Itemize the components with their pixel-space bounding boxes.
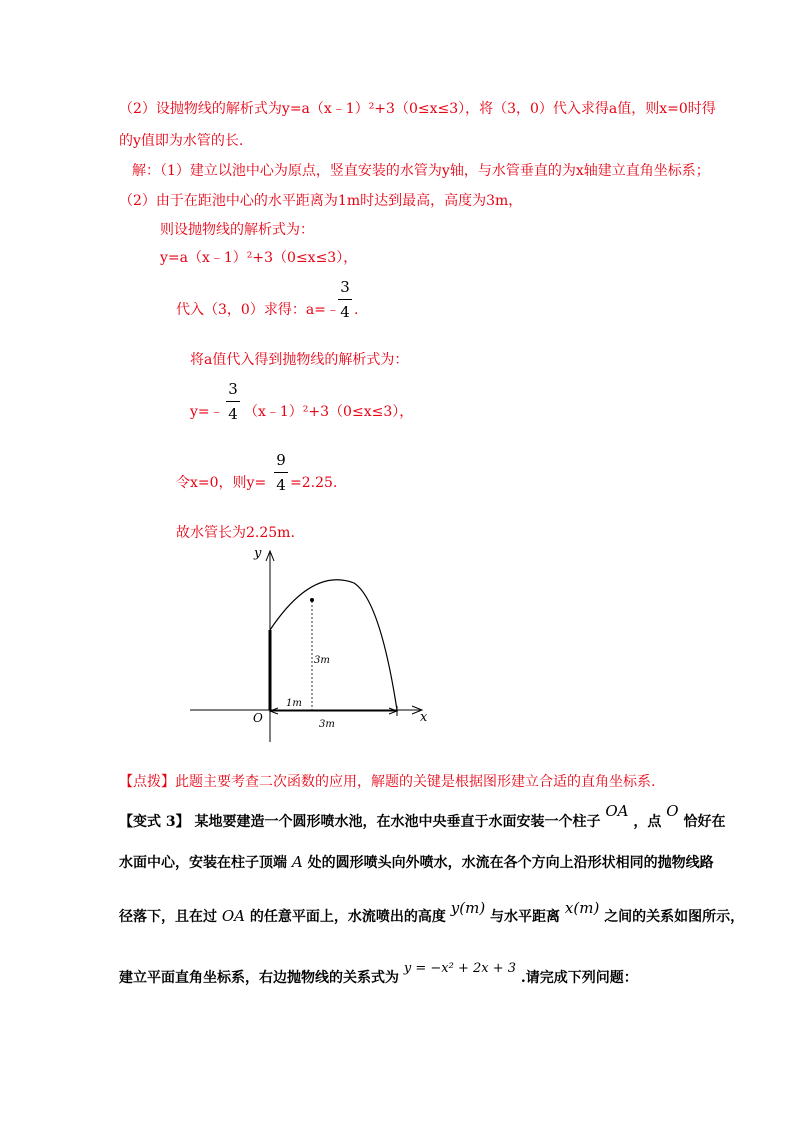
variant3-math-ym: y(m) [450, 899, 486, 917]
solution-conclusion: 故水管长为2.25m. [176, 525, 295, 541]
solution-line-7-lhs: y=﹣ [190, 404, 224, 420]
variant3-line-3 [119, 899, 745, 927]
variant3-line-1 [119, 802, 726, 832]
solution-line-5-text: 代入（3，0）求得：a=﹣ [176, 302, 340, 318]
fraction-numerator: 3 [228, 380, 238, 398]
solution-line-3: 则设抛物线的解析式为： [160, 222, 314, 238]
three-meter-label: 3m [319, 719, 335, 730]
solution-line-5-period: . [354, 302, 359, 318]
solution-line-2: （2）由于在距池中心的水平距离为1m时达到最高，高度为3m， [119, 193, 523, 209]
tip-text: 【点拨】此题主要考查二次函数的应用，解题的关键是根据图形建立合适的直角坐标系. [119, 774, 656, 790]
variant3-text: .请完成下列问题： [520, 970, 638, 986]
one-meter-label: 1m [286, 698, 302, 709]
variant3-text: 水面中心，安装在柱子顶端 [119, 855, 287, 871]
parabola-curve [270, 580, 397, 710]
variant3-text: 的任意平面上，水流喷出的高度 [249, 909, 446, 925]
solution-line-8-lhs: 令x=0，则y= [176, 475, 267, 491]
variant3-line-2 [119, 852, 714, 873]
x-axis-label: x [420, 710, 428, 725]
variant3-math-oa: OA [605, 802, 629, 820]
fraction-9-over-4 [274, 451, 288, 494]
fraction-numerator: 9 [276, 451, 286, 469]
variant3-math-o: O [666, 802, 679, 820]
solution-line-5 [176, 300, 340, 320]
fraction-denominator: 4 [276, 476, 286, 494]
fraction-numerator: 3 [340, 278, 350, 296]
variant3-text: 与水平距离 [490, 909, 561, 925]
parabola-figure [185, 540, 445, 750]
hint-line-1: （2）设抛物线的解析式为y=a（x﹣1）²+3（0≤x≤3），将（3，0）代入求得a值，则x=0时得 [119, 101, 716, 117]
solution-line-8-rhs: =2.25. [290, 475, 338, 491]
fraction-bar [338, 299, 352, 300]
fraction-denominator: 4 [228, 405, 238, 423]
variant3-text: 恰好在 [683, 814, 726, 830]
origin-label: O [253, 711, 263, 725]
fraction-3-over-4-b [226, 380, 240, 423]
fraction-3-over-4-a [338, 278, 352, 321]
solution-line-4: y=a（x﹣1）²+3（0≤x≤3）， [160, 250, 358, 266]
variant3-math-a: A [291, 853, 303, 871]
y-axis-label: y [254, 546, 262, 561]
variant3-text: 之间的关系如图所示， [604, 909, 745, 925]
variant3-text: 建立平面直角坐标系，右边抛物线的关系式为 [119, 970, 399, 986]
hint-line-2: 的y值即为水管的长. [119, 133, 244, 149]
height-label: 3m [314, 655, 330, 666]
variant3-equation: y = −x² + 2x + 3 [403, 961, 516, 976]
variant3-math-oa: OA [221, 907, 246, 925]
variant3-text: 径落下，且在过 [119, 909, 217, 925]
fraction-bar [226, 401, 240, 402]
variant3-line-4 [119, 961, 638, 989]
variant3-text: ，点 [633, 814, 662, 830]
solution-line-6: 将a值代入得到抛物线的解析式为： [190, 352, 409, 368]
variant3-text: 【变式 3】 某地要建造一个圆形喷水池，在水池中央垂直于水面安装一个柱子 [119, 814, 601, 830]
variant3-text: 处的圆形喷头向外喷水，水流在各个方向上沿形状相同的抛物线路 [307, 855, 714, 871]
solution-line-7-rhs: （x﹣1）²+3（0≤x≤3）， [244, 404, 414, 420]
fraction-bar [274, 472, 288, 473]
fraction-denominator: 4 [340, 303, 350, 321]
solution-line-1: 解：（1）建立以池中心为原点，竖直安装的水管为y轴，与水管垂直的为x轴建立直角坐标系； [132, 163, 710, 179]
variant3-math-xm: x(m) [564, 899, 600, 917]
